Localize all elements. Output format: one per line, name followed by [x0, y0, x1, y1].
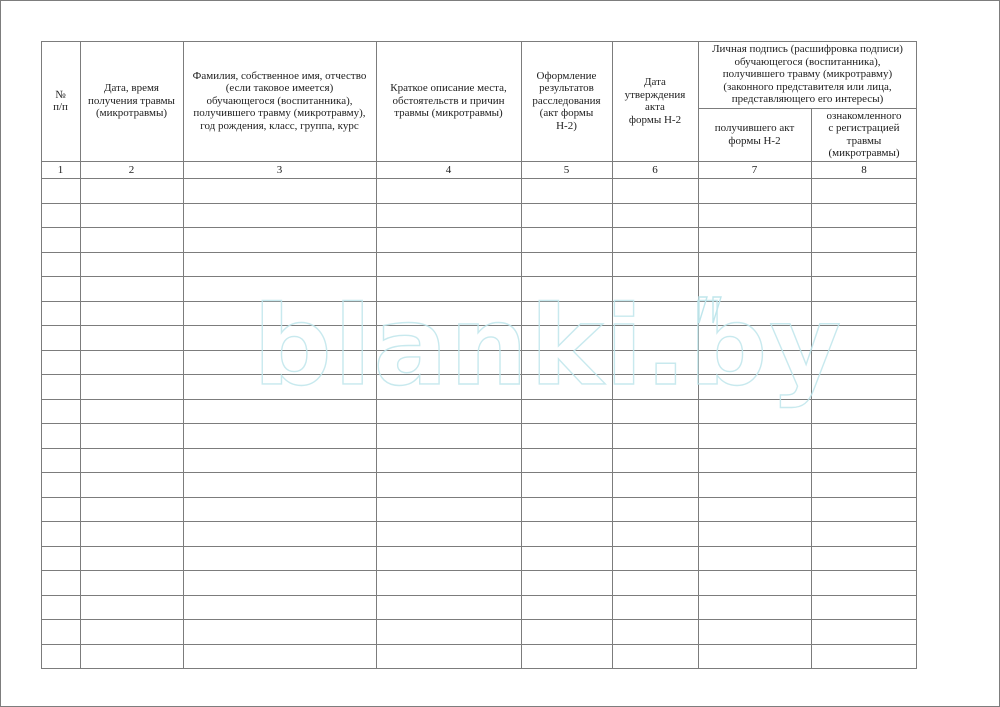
- table-cell[interactable]: [80, 325, 183, 350]
- table-cell[interactable]: [183, 399, 376, 424]
- table-cell[interactable]: [80, 570, 183, 595]
- watermark-text: blanki.by: [253, 282, 844, 410]
- header-injury-date-time: Дата, время получения травмы (микротравмы): [88, 82, 175, 120]
- table-cell[interactable]: [698, 497, 811, 522]
- table-cell[interactable]: [376, 350, 521, 375]
- table-cell[interactable]: [698, 546, 811, 571]
- header-subdivider: [698, 108, 917, 109]
- table-cell[interactable]: [376, 203, 521, 228]
- table-cell[interactable]: [80, 497, 183, 522]
- table-cell[interactable]: [521, 570, 612, 595]
- table-cell[interactable]: [521, 644, 612, 669]
- column-number: 3: [276, 163, 283, 176]
- table-cell[interactable]: [376, 301, 521, 326]
- table-cell[interactable]: [612, 570, 698, 595]
- table-cell[interactable]: [183, 374, 376, 399]
- table-cell[interactable]: [698, 227, 811, 252]
- column-number: 5: [563, 163, 570, 176]
- table-cell[interactable]: [811, 570, 917, 595]
- table-cell[interactable]: [41, 301, 80, 326]
- table-cell[interactable]: [80, 595, 183, 620]
- table-row: [41, 374, 917, 399]
- table-cell[interactable]: [612, 472, 698, 497]
- table-cell[interactable]: [521, 448, 612, 473]
- table-cell[interactable]: [612, 399, 698, 424]
- table-cell[interactable]: [183, 203, 376, 228]
- table-cell[interactable]: [376, 399, 521, 424]
- table-cell[interactable]: [811, 178, 917, 203]
- table-row: [41, 203, 917, 228]
- table-cell[interactable]: [41, 546, 80, 571]
- table-cell[interactable]: [80, 178, 183, 203]
- table-cell[interactable]: [41, 570, 80, 595]
- table-cell[interactable]: [612, 252, 698, 277]
- table-cell[interactable]: [41, 448, 80, 473]
- table-cell[interactable]: [811, 325, 917, 350]
- header-row-number: № п/п: [53, 88, 68, 113]
- table-cell[interactable]: [80, 301, 183, 326]
- table-cell[interactable]: [183, 497, 376, 522]
- table-cell[interactable]: [183, 350, 376, 375]
- table-top-border: [41, 41, 917, 42]
- table-cell[interactable]: [698, 448, 811, 473]
- table-cell[interactable]: [612, 521, 698, 546]
- table-cell[interactable]: [698, 399, 811, 424]
- table-cell[interactable]: [183, 227, 376, 252]
- table-cell[interactable]: [811, 448, 917, 473]
- table-cell[interactable]: [376, 570, 521, 595]
- table-cell[interactable]: [183, 423, 376, 448]
- table-cell[interactable]: [376, 276, 521, 301]
- column-number: 8: [861, 163, 867, 176]
- table-cell[interactable]: [183, 546, 376, 571]
- table-row: [41, 619, 917, 644]
- table-cell[interactable]: [811, 644, 917, 669]
- table-cell[interactable]: [376, 448, 521, 473]
- table-cell[interactable]: [183, 521, 376, 546]
- column-number: 6: [652, 163, 658, 176]
- table-cell[interactable]: [698, 521, 811, 546]
- table-cell[interactable]: [183, 644, 376, 669]
- header-act-approval-date: Дата утверждения акта формы Н-2: [624, 76, 686, 126]
- header-bottom-border: [41, 161, 917, 162]
- table-cell[interactable]: [376, 644, 521, 669]
- table-row: [41, 399, 917, 424]
- table-cell[interactable]: [41, 203, 80, 228]
- table-cell[interactable]: [521, 619, 612, 644]
- table-cell[interactable]: [612, 546, 698, 571]
- table-cell[interactable]: [41, 423, 80, 448]
- table-cell[interactable]: [811, 595, 917, 620]
- table-cell[interactable]: [612, 644, 698, 669]
- table-cell[interactable]: [80, 203, 183, 228]
- table-cell[interactable]: [41, 227, 80, 252]
- journal-table: [41, 41, 917, 668]
- table-cell[interactable]: [698, 374, 811, 399]
- table-cell[interactable]: [376, 178, 521, 203]
- table-cell[interactable]: [183, 252, 376, 277]
- table-cell[interactable]: [612, 423, 698, 448]
- table-cell[interactable]: [80, 546, 183, 571]
- table-cell[interactable]: [698, 203, 811, 228]
- table-cell[interactable]: [612, 203, 698, 228]
- table-cell[interactable]: [811, 252, 917, 277]
- table-cell[interactable]: [521, 178, 612, 203]
- table-cell[interactable]: [811, 203, 917, 228]
- table-cell[interactable]: [698, 570, 811, 595]
- table-cell[interactable]: [698, 350, 811, 375]
- table-cell[interactable]: [698, 325, 811, 350]
- table-cell[interactable]: [612, 595, 698, 620]
- table-cell[interactable]: [376, 546, 521, 571]
- table-cell[interactable]: [376, 619, 521, 644]
- table-cell[interactable]: [521, 227, 612, 252]
- table-cell[interactable]: [612, 325, 698, 350]
- table-cell[interactable]: [698, 301, 811, 326]
- table-cell[interactable]: [183, 595, 376, 620]
- table-cell[interactable]: [183, 472, 376, 497]
- table-cell[interactable]: [612, 301, 698, 326]
- table-cell[interactable]: [376, 374, 521, 399]
- table-cell[interactable]: [376, 325, 521, 350]
- table-cell[interactable]: [521, 546, 612, 571]
- table-cell[interactable]: [698, 619, 811, 644]
- table-row: [41, 423, 917, 448]
- table-row: [41, 570, 917, 595]
- table-cell[interactable]: [376, 227, 521, 252]
- table-cell[interactable]: [183, 448, 376, 473]
- column-number: 1: [57, 163, 64, 176]
- table-cell[interactable]: [698, 252, 811, 277]
- table-cell[interactable]: [376, 252, 521, 277]
- table-cell[interactable]: [521, 595, 612, 620]
- column-number: 2: [128, 163, 135, 176]
- table-cell[interactable]: [521, 399, 612, 424]
- column-number: 4: [445, 163, 452, 176]
- table-cell[interactable]: [612, 276, 698, 301]
- table-row: [41, 546, 917, 571]
- table-row: [41, 350, 917, 375]
- table-cell[interactable]: [41, 374, 80, 399]
- table-cell[interactable]: [80, 227, 183, 252]
- table-cell[interactable]: [698, 178, 811, 203]
- table-cell[interactable]: [521, 276, 612, 301]
- header-personal-signature-group: Личная подпись (расшифровка подписи) обучающегося (воспитанника), получившего травму (микротравму) (законного представителя или лица, представляющего его интересы): [712, 43, 903, 106]
- table-cell[interactable]: [521, 374, 612, 399]
- table-cell[interactable]: [80, 619, 183, 644]
- table-cell[interactable]: [80, 521, 183, 546]
- table-cell[interactable]: [80, 350, 183, 375]
- table-cell[interactable]: [521, 472, 612, 497]
- table-cell[interactable]: [521, 252, 612, 277]
- table-row: [41, 227, 917, 252]
- table-cell[interactable]: [80, 423, 183, 448]
- header-investigation-results: Оформление результатов расследования (акт формы Н-2): [532, 69, 601, 132]
- table-cell[interactable]: [41, 472, 80, 497]
- table-row: [41, 644, 917, 669]
- table-cell[interactable]: [612, 374, 698, 399]
- table-cell[interactable]: [612, 497, 698, 522]
- table-cell[interactable]: [612, 619, 698, 644]
- table-row: [41, 325, 917, 350]
- table-cell[interactable]: [41, 350, 80, 375]
- table-row: [41, 276, 917, 301]
- header-injury-description: Краткое описание места, обстоятельств и причин травмы (микротравмы): [390, 82, 507, 120]
- header-act-received-signature: получившего акт формы Н-2: [714, 122, 795, 147]
- table-cell[interactable]: [80, 374, 183, 399]
- table-cell[interactable]: [80, 399, 183, 424]
- table-cell[interactable]: [521, 350, 612, 375]
- table-cell[interactable]: [183, 570, 376, 595]
- table-cell[interactable]: [41, 178, 80, 203]
- table-cell[interactable]: [183, 301, 376, 326]
- table-cell[interactable]: [376, 472, 521, 497]
- table-cell[interactable]: [811, 546, 917, 571]
- table-cell[interactable]: [41, 325, 80, 350]
- table-cell[interactable]: [612, 227, 698, 252]
- header-registration-acknowledged-signature: ознакомленного с регистрацией травмы (микротравмы): [826, 109, 902, 159]
- table-cell[interactable]: [521, 497, 612, 522]
- table-cell[interactable]: [41, 276, 80, 301]
- table-cell[interactable]: [41, 644, 80, 669]
- table-row: [41, 252, 917, 277]
- table-row: [41, 595, 917, 620]
- table-row: [41, 448, 917, 473]
- table-row: [41, 178, 917, 203]
- table-cell[interactable]: [41, 399, 80, 424]
- table-cell[interactable]: [612, 178, 698, 203]
- table-cell[interactable]: [698, 595, 811, 620]
- table-row: [41, 472, 917, 497]
- table-cell[interactable]: [80, 644, 183, 669]
- table-cell[interactable]: [698, 276, 811, 301]
- table-cell[interactable]: [376, 595, 521, 620]
- table-row: [41, 497, 917, 522]
- table-cell[interactable]: [811, 276, 917, 301]
- table-cell[interactable]: [811, 301, 917, 326]
- table-cell[interactable]: [376, 497, 521, 522]
- table-cell[interactable]: [183, 178, 376, 203]
- column-number: 7: [751, 163, 758, 176]
- table-cell[interactable]: [811, 227, 917, 252]
- table-cell[interactable]: [811, 399, 917, 424]
- table-cell[interactable]: [80, 276, 183, 301]
- table-cell[interactable]: [811, 472, 917, 497]
- table-cell[interactable]: [183, 619, 376, 644]
- table-row: [41, 301, 917, 326]
- table-cell[interactable]: [183, 276, 376, 301]
- table-cell[interactable]: [376, 423, 521, 448]
- header-student-full-name: Фамилия, собственное имя, отчество (если таковое имеется) обучающегося (воспитанника), получившего травму (микротравму), год рождения, класс, группа, курс: [192, 69, 367, 132]
- table-cell[interactable]: [811, 497, 917, 522]
- table-cell[interactable]: [811, 350, 917, 375]
- table-cell[interactable]: [80, 472, 183, 497]
- table-cell[interactable]: [521, 203, 612, 228]
- table-cell[interactable]: [698, 472, 811, 497]
- table-cell[interactable]: [521, 423, 612, 448]
- table-cell[interactable]: [41, 497, 80, 522]
- table-cell[interactable]: [811, 521, 917, 546]
- table-cell[interactable]: [521, 521, 612, 546]
- table-cell[interactable]: [811, 423, 917, 448]
- table-cell[interactable]: [183, 325, 376, 350]
- table-cell[interactable]: [698, 423, 811, 448]
- table-cell[interactable]: [80, 448, 183, 473]
- table-cell[interactable]: [698, 644, 811, 669]
- table-cell[interactable]: [521, 301, 612, 326]
- table-cell[interactable]: [612, 350, 698, 375]
- table-cell[interactable]: [811, 619, 917, 644]
- table-cell[interactable]: [41, 252, 80, 277]
- table-row: [41, 521, 917, 546]
- table-cell[interactable]: [376, 521, 521, 546]
- table-cell[interactable]: [41, 619, 80, 644]
- table-cell[interactable]: [612, 448, 698, 473]
- table-cell[interactable]: [521, 325, 612, 350]
- table-cell[interactable]: [80, 252, 183, 277]
- table-cell[interactable]: [41, 521, 80, 546]
- table-cell[interactable]: [41, 595, 80, 620]
- table-cell[interactable]: [811, 374, 917, 399]
